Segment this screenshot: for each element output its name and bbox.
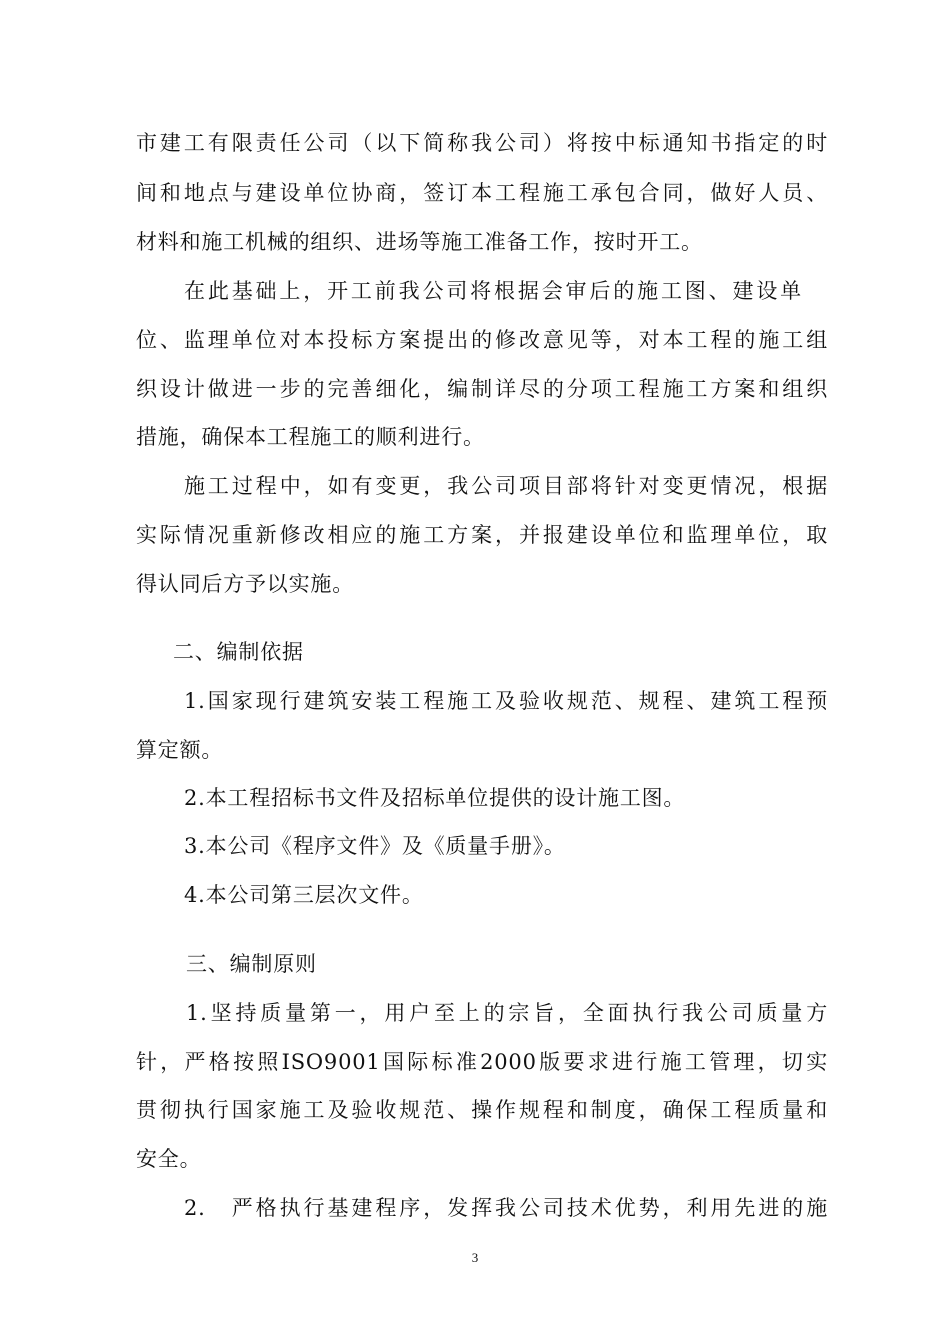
paragraph-line: 实际情况重新修改相应的施工方案，并报建设单位和监理单位，取 xyxy=(136,523,828,547)
list-item-continuation: 安全。 xyxy=(136,1147,202,1171)
section-heading: 三、编制原则 xyxy=(186,952,317,976)
list-item-continuation: 针，严格按照ISO9001国际标准2000版要求进行施工管理，切实 xyxy=(136,1050,828,1074)
list-item: 2. 严格执行基建程序，发挥我公司技术优势，利用先进的施 xyxy=(184,1196,828,1220)
paragraph-line: 得认同后方予以实施。 xyxy=(136,572,354,596)
list-item: 2.本工程招标书文件及招标单位提供的设计施工图。 xyxy=(184,786,686,810)
page-number: 3 xyxy=(471,1250,479,1265)
list-item: 3.本公司《程序文件》及《质量手册》。 xyxy=(184,834,566,858)
paragraph-line: 间和地点与建设单位协商，签订本工程施工承包合同，做好人员、 xyxy=(136,181,828,205)
list-item: 1.坚持质量第一，用户至上的宗旨，全面执行我公司质量方 xyxy=(186,1001,828,1025)
section-heading: 二、编制依据 xyxy=(173,640,304,664)
paragraph-line: 施工过程中，如有变更，我公司项目部将针对变更情况，根据 xyxy=(184,474,828,498)
paragraph-line: 材料和施工机械的组织、进场等施工准备工作，按时开工。 xyxy=(136,230,703,254)
paragraph-line: 位、监理单位对本投标方案提出的修改意见等，对本工程的施工组 xyxy=(136,328,828,352)
paragraph-line: 市建工有限责任公司（以下简称我公司）将按中标通知书指定的时 xyxy=(136,131,828,155)
paragraph-line: 在此基础上，开工前我公司将根据会审后的施工图、建设单 xyxy=(184,279,802,303)
list-item-continuation: 贯彻执行国家施工及验收规范、操作规程和制度，确保工程质量和 xyxy=(136,1098,828,1122)
list-item: 4.本公司第三层次文件。 xyxy=(184,883,424,907)
list-item-continuation: 算定额。 xyxy=(136,738,224,762)
paragraph-line: 织设计做进一步的完善细化，编制详尽的分项工程施工方案和组织 xyxy=(136,377,828,401)
list-item: 1.国家现行建筑安装工程施工及验收规范、规程、建筑工程预 xyxy=(184,689,828,713)
paragraph-line: 措施，确保本工程施工的顺利进行。 xyxy=(136,425,485,449)
